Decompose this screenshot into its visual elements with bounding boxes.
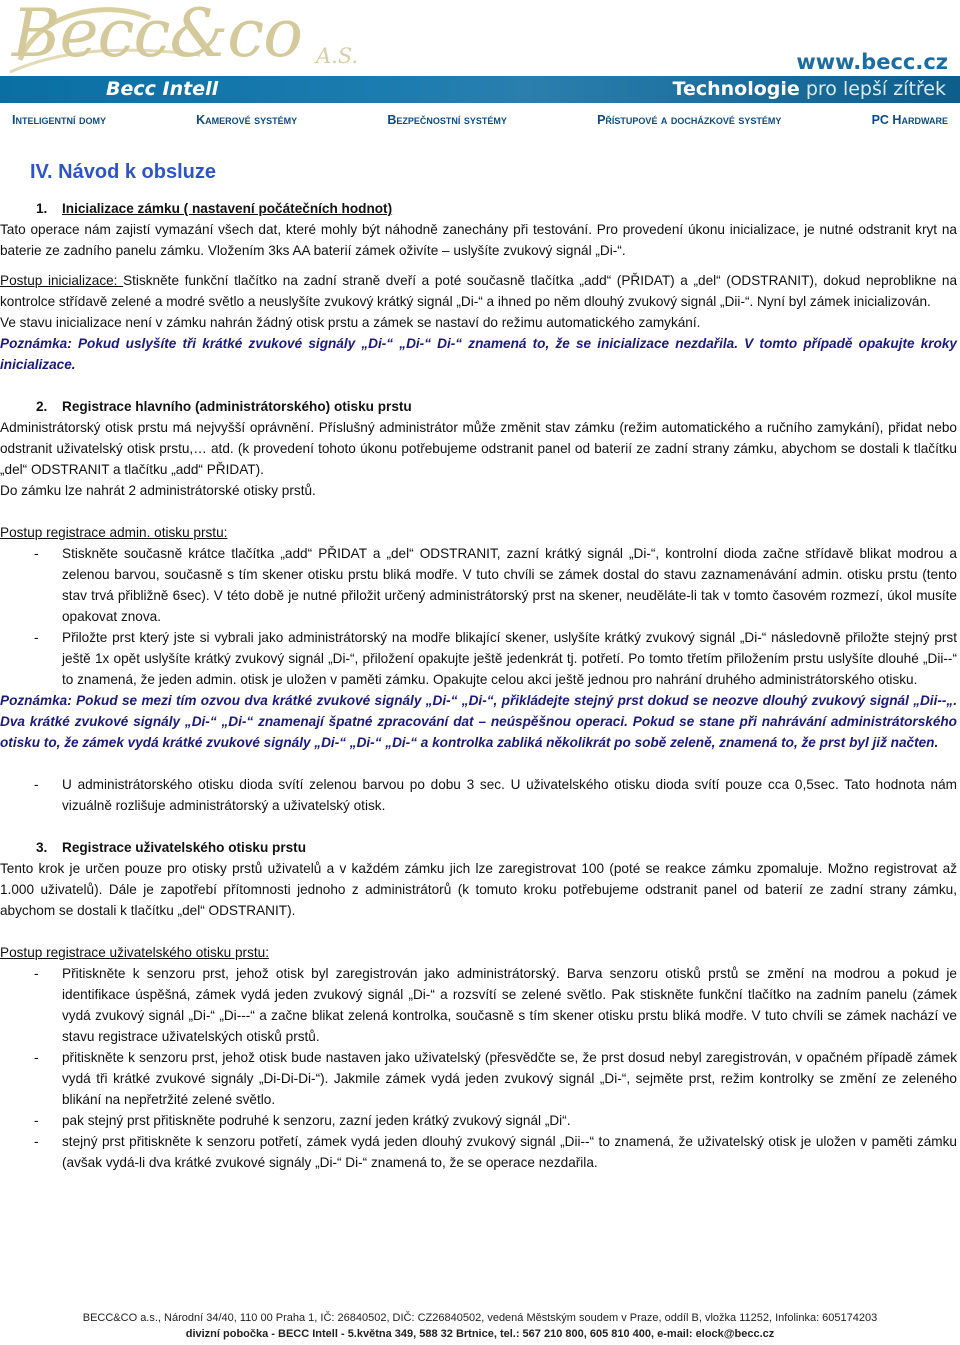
section-2-note: Poznámka: Pokud se mezi tím ozvou dva krátké zvukové signály „Di-“ „Di-“, přikládejte stejný prst dokud se neozve dlouhý zvukový signál „Dii--„. Dva krátké zvukové signály „Di-“ „Di-“ znamenají špatné zpracování dat – neúspěšnou operaci. Pokud se stane při nahrávání administrátorského otisku to, že zámek vydá krátké zvukové signály „Di-“ „Di-“ „Di-“ a kontrolka zabliká několikrát po sobě zeleně, znamená to, že prst byl již načten.	[0, 693, 957, 750]
section-3-intro: Tento krok je určen pouze pro otisky prstů uživatelů a v každém zámku jich lze zaregistrovat 100 (poté se reakce zámku zpomaluje. Možno registrovat až 1.000 uživatelů). Dále je zapotřebí přítomnosti jednoho z administrátorů (k tomuto kroku potřebujeme odstranit panel od baterií ze zadní strany zámku, abychom se dostali k tlačítku „del“ ODSTRANIT).	[0, 861, 957, 918]
nav-item-intelligent-homes[interactable]: Inteligentní domy	[12, 113, 106, 127]
document-body	[0, 160, 957, 1173]
section-3-heading	[0, 837, 957, 858]
list-item: - U administrátorského otisku dioda svítí zelenou barvou po dobu 3 sec. U uživatelského otisku dioda svítí pouze cca 0,5sec. Tato hodnota nám vizuálně rozlišuje administrátorský a uživatelský otisk.	[0, 774, 957, 816]
section-2-number: 2.	[36, 399, 48, 414]
section-2-intro: Administrátorský otisk prstu má nejvyšší oprávnění. Příslušný administrátor může změnit stav zámku (režim automatického a ručního zamykání), přidat nebo odstranit uživatelský otisk prstu,… atd. (k provedení tohoto úkonu potřebujeme odstranit panel od baterií ze zadní strany zámku, abychom se dostali k tlačítku „del“ ODSTRANIT a tlačítku „add“ PŘIDAT).	[0, 420, 957, 477]
nav-item-camera-systems[interactable]: Kamerové systémy	[196, 113, 298, 127]
section-2-procedure-label: Postup registrace admin. otisku prstu:	[0, 525, 228, 540]
page-title: IV. Návod k obsluze	[30, 161, 216, 183]
list-item: - stejný prst přitiskněte k senzoru potřetí, zámek vydá jeden dlouhý zvukový signál „Dii--“ to znamená, že uživatelský otisk je uložen v paměti zámku (avšak vydá-li dva krátké zvukové signály „Di-“ Di-“ znamená to, že se operace nezdařila.	[0, 1131, 957, 1173]
list-item: - přitiskněte k senzoru prst, jehož otisk bude nastaven jako uživatelský (přesvědčte se, že prst dosud nebyl zaregistrován, v opačném případě zámek vydá tři krátké zvukové signály „Di-Di-Di-“). Jakmile zámek vydá jeden zvukový signál „Di-“, sejměte prst, režim kontrolky se změní ze zeleného blikání na nepřetržité zelené světlo.	[0, 1047, 957, 1110]
section-3-procedure-label: Postup registrace uživatelského otisku prstu:	[0, 945, 269, 960]
list-item: - Stiskněte současně krátce tlačítka „add“ PŘIDAT a „del“ ODSTRANIT, zazní krátký signál „Di-“, kontrolní dioda začne střídavě blikat modrou a zelenou barvou, současně s tím skener otisku prstu bliká modře. V tuto chvíli se zámek dostal do stavu zaznamenávání admin. otisku prstu (tento stav trvá přibližně 6sec). V této době je nutné přiložit určený administrátorský prst na skener, neuděláte-li tak v tomto časovém rozmezí, úkol musíte opakovat znova.	[0, 543, 957, 627]
brand-name: Becc Intell	[106, 78, 219, 100]
logo-suffix: A.S.	[316, 44, 359, 68]
section-2-title: Registrace hlavního (administrátorského) otisku prstu	[62, 399, 412, 414]
footer-company-line: BECC&CO a.s., Národní 34/40, 110 00 Praha 1, IČ: 26840502, DIČ: CZ26840502, vedená Městským soudem v Praze, oddíl B, vložka 11252, Infolinka: 605174203	[82, 1312, 878, 1324]
section-1-intro: Tato operace nám zajistí vymazání všech dat, které mohly být náhodně zanechány při testování. Pro provedení úkonu inicializace, je nutné odstranit kryt na baterie ze zadního panelu zámku. Vložením 3ks AA baterií zámek oživíte – uslyšíte zvukový signál „Di-“.	[0, 222, 957, 258]
section-2-extra	[0, 774, 957, 816]
tagline-rest: pro lepší zítřek	[805, 78, 946, 100]
section-1-procedure	[0, 270, 957, 312]
section-1-heading	[0, 198, 957, 219]
list-item: - Přiložte prst který jste si vybrali jako administrátorský na modře blikající skener, uslyšíte krátký zvukový signál „Di-“ následovně přiložte stejný prst ještě 1x opět uslyšíte krátký zvukový signál „Di-“, přiložení opakujte ještě jedenkrát tj. potřetí. Po tomto třetím přiložením prstu uslyšíte dlouhé „Dii--“ to znamená, že jeden admin. otisk je uložen v paměti zámku. Opakujte celou akci ještě jednou pro nahrání druhého administrátorského otisku.	[0, 627, 957, 690]
logo-wordmark: Becc&co	[12, 0, 302, 72]
section-1-number: 1.	[36, 201, 48, 216]
nav-item-pc-hardware[interactable]: PC Hardware	[871, 113, 948, 127]
section-3-title: Registrace uživatelského otisku prstu	[62, 840, 307, 855]
section-2-steps	[0, 543, 957, 690]
page-footer	[0, 1310, 960, 1342]
procedure-text: Stiskněte funkční tlačítko na zadní straně dveří a poté současně tlačítka „add“ (PŘIDAT) a „del“ (ODSTRANIT), dokud neproblikne na kontrolce střídavě zelené a modré světlo a neuslyšíte zvukový krátký signál „Di-“ a ihned po něm dlouhý zvukový signál „Dii-“. Nyní byl zámek inicializován.	[0, 273, 958, 309]
tagline-bold: Technologie	[672, 78, 800, 100]
tagline	[673, 76, 946, 103]
list-item: - pak stejný prst přitiskněte podruhé k senzoru, zazní jeden krátký zvukový signál „Di“.	[0, 1110, 957, 1131]
nav-item-access-systems[interactable]: Přístupové a docházkové systémy	[597, 113, 782, 127]
section-3-steps	[0, 963, 957, 1173]
section-1-title: Inicializace zámku ( nastavení počátečních hodnot)	[62, 201, 393, 216]
section-1-state: Ve stavu inicializace není v zámku nahrán žádný otisk prstu a zámek se nastaví do režimu automatického zamykání.	[0, 315, 701, 330]
list-item: - Přitiskněte k senzoru prst, jehož otisk byl zaregistrován jako administrátorský. Barva senzoru otisků prstů se změní na modrou a pokud je identifikace úspěšná, zámek vydá jeden zvukový signál „Di-“ a rozsvítí se zelené světlo. Pak stiskněte funkční tlačítko na zadním panelu (zámek vydá zvukový signál „Di-“ „Di---“ a začne blikat zelená kontrolka, současně s tím skener otisku prstu bliká modře. V tuto chvíli se zámek nachází ve stavu registrace uživatelských otisků prstů.	[0, 963, 957, 1047]
letterhead	[0, 0, 960, 132]
section-3-number: 3.	[36, 840, 48, 855]
footer-branch-line: divizní pobočka - BECC Intell - 5.května 349, 588 32 Brtnice, tel.: 567 210 800, 605 810 400, e-mail: elock@becc.cz	[185, 1328, 775, 1340]
category-nav	[0, 110, 960, 130]
section-2-heading	[0, 396, 957, 417]
section-2-admin-count: Do zámku lze nahrát 2 administrátorské otisky prstů.	[0, 483, 316, 498]
section-1-note: Poznámka: Pokud uslyšíte tři krátké zvukové signály „Di-“ „Di-“ Di-“ znamená to, že se inicializace nezdařila. V tomto případě opakujte kroky inicializace.	[0, 336, 957, 372]
procedure-label: Postup inicializace:	[0, 273, 124, 288]
nav-item-security-systems[interactable]: Bezpečnostní systémy	[387, 113, 507, 127]
website-url: www.becc.cz	[796, 50, 948, 74]
